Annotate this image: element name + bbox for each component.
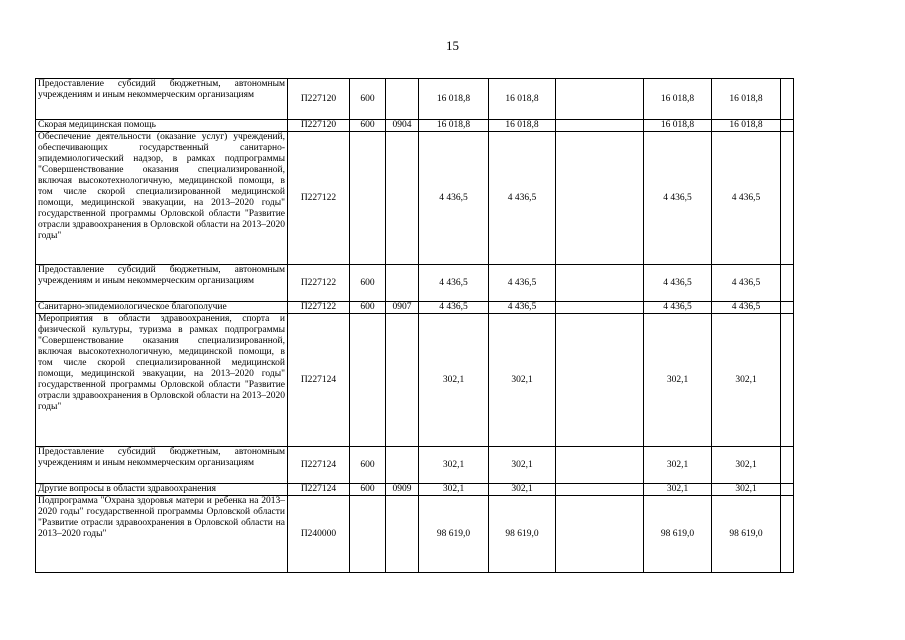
row-description: Предоставление субсидий бюджетным, автономным учреждениям и иным некоммерческим организациям xyxy=(36,79,288,120)
budget-code: П227122 xyxy=(288,302,350,314)
row-description: Предоставление субсидий бюджетным, автономным учреждениям и иным некоммерческим организациям xyxy=(36,447,288,484)
value-2: 98 619,0 xyxy=(489,496,556,573)
value-5: 302,1 xyxy=(712,314,781,447)
section-code: 0907 xyxy=(386,302,419,314)
value-3 xyxy=(556,496,644,573)
section-code: 0904 xyxy=(386,120,419,132)
value-5: 98 619,0 xyxy=(712,496,781,573)
value-1: 4 436,5 xyxy=(419,265,489,302)
value-1: 4 436,5 xyxy=(419,132,489,265)
expense-type: 600 xyxy=(350,79,386,120)
value-5: 16 018,8 xyxy=(712,79,781,120)
table-row xyxy=(36,302,794,314)
value-4: 302,1 xyxy=(644,447,712,484)
value-4: 4 436,5 xyxy=(644,132,712,265)
value-5: 4 436,5 xyxy=(712,265,781,302)
value-2: 4 436,5 xyxy=(489,265,556,302)
value-2: 302,1 xyxy=(489,314,556,447)
value-5: 4 436,5 xyxy=(712,302,781,314)
row-description: Подпрограмма "Охрана здоровья матери и ребенка на 2013–2020 годы" государственной программы Орловской области "Развитие отрасли здравоохранения в Орловской области на 2013–2020 годы" xyxy=(36,496,288,573)
value-2: 16 018,8 xyxy=(489,79,556,120)
value-2: 4 436,5 xyxy=(489,132,556,265)
budget-table xyxy=(35,78,794,573)
value-5: 302,1 xyxy=(712,447,781,484)
budget-code: П227120 xyxy=(288,79,350,120)
section-code: 0909 xyxy=(386,484,419,496)
table-row xyxy=(36,120,794,132)
value-3 xyxy=(556,314,644,447)
expense-type: 600 xyxy=(350,447,386,484)
value-1: 302,1 xyxy=(419,484,489,496)
value-3 xyxy=(556,79,644,120)
value-3 xyxy=(556,265,644,302)
budget-code: П227124 xyxy=(288,484,350,496)
value-5: 16 018,8 xyxy=(712,120,781,132)
value-6 xyxy=(781,302,794,314)
row-description: Мероприятия в области здравоохранения, спорта и физической культуры, туризма в рамках подпрограммы "Совершенствование оказания специализированной, включая высокотехнологичную, медицинской помощи, в том числе скорой специализированной медицинской помощи, медицинской эвакуации, на 2013–2020 годы" государственной программы Орловской области "Развитие отрасли здравоохранения в Орловской области на 2013–2020 годы" xyxy=(36,314,288,447)
value-3 xyxy=(556,447,644,484)
expense-type: 600 xyxy=(350,302,386,314)
budget-code: П227120 xyxy=(288,120,350,132)
table-row xyxy=(36,447,794,484)
expense-type xyxy=(350,132,386,265)
value-4: 302,1 xyxy=(644,314,712,447)
value-2: 302,1 xyxy=(489,447,556,484)
value-4: 16 018,8 xyxy=(644,120,712,132)
value-6 xyxy=(781,120,794,132)
value-6 xyxy=(781,447,794,484)
value-3 xyxy=(556,484,644,496)
value-1: 302,1 xyxy=(419,447,489,484)
section-code xyxy=(386,447,419,484)
value-1: 302,1 xyxy=(419,314,489,447)
value-1: 98 619,0 xyxy=(419,496,489,573)
value-6 xyxy=(781,314,794,447)
value-4: 302,1 xyxy=(644,484,712,496)
row-description: Скорая медицинская помощь xyxy=(36,120,288,132)
table-row xyxy=(36,79,794,120)
value-6 xyxy=(781,79,794,120)
value-2: 302,1 xyxy=(489,484,556,496)
value-4: 16 018,8 xyxy=(644,79,712,120)
section-code xyxy=(386,265,419,302)
expense-type: 600 xyxy=(350,120,386,132)
value-1: 16 018,8 xyxy=(419,79,489,120)
value-5: 4 436,5 xyxy=(712,132,781,265)
value-2: 4 436,5 xyxy=(489,302,556,314)
expense-type: 600 xyxy=(350,484,386,496)
section-code xyxy=(386,79,419,120)
section-code xyxy=(386,314,419,447)
table-row xyxy=(36,132,794,265)
value-6 xyxy=(781,265,794,302)
value-1: 4 436,5 xyxy=(419,302,489,314)
expense-type: 600 xyxy=(350,265,386,302)
expense-type xyxy=(350,314,386,447)
budget-code: П227124 xyxy=(288,314,350,447)
budget-code: П240000 xyxy=(288,496,350,573)
budget-code: П227124 xyxy=(288,447,350,484)
section-code xyxy=(386,132,419,265)
row-description: Другие вопросы в области здравоохранения xyxy=(36,484,288,496)
value-3 xyxy=(556,302,644,314)
row-description: Санитарно-эпидемиологическое благополучие xyxy=(36,302,288,314)
budget-code: П227122 xyxy=(288,132,350,265)
value-6 xyxy=(781,484,794,496)
budget-code: П227122 xyxy=(288,265,350,302)
value-6 xyxy=(781,496,794,573)
value-3 xyxy=(556,120,644,132)
table-row xyxy=(36,496,794,573)
table-row xyxy=(36,314,794,447)
table-row xyxy=(36,265,794,302)
row-description: Предоставление субсидий бюджетным, автономным учреждениям и иным некоммерческим организациям xyxy=(36,265,288,302)
section-code xyxy=(386,496,419,573)
value-2: 16 018,8 xyxy=(489,120,556,132)
table-row xyxy=(36,484,794,496)
expense-type xyxy=(350,496,386,573)
value-4: 4 436,5 xyxy=(644,265,712,302)
value-6 xyxy=(781,132,794,265)
value-3 xyxy=(556,132,644,265)
value-1: 16 018,8 xyxy=(419,120,489,132)
value-5: 302,1 xyxy=(712,484,781,496)
row-description: Обеспечение деятельности (оказание услуг) учреждений, обеспечивающих государственный санитарно-эпидемиологический надзор, в рамках подпрограммы "Совершенствование оказания специализированной, включая высокотехнологичную, медицинской помощи, в том числе скорой специализированной медицинской помощи, медицинской эвакуации, на 2013–2020 годы" государственной программы Орловской области "Развитие отрасли здравоохранения в Орловской области на 2013–2020 годы" xyxy=(36,132,288,265)
value-4: 4 436,5 xyxy=(644,302,712,314)
value-4: 98 619,0 xyxy=(644,496,712,573)
page-number: 15 xyxy=(446,38,459,53)
